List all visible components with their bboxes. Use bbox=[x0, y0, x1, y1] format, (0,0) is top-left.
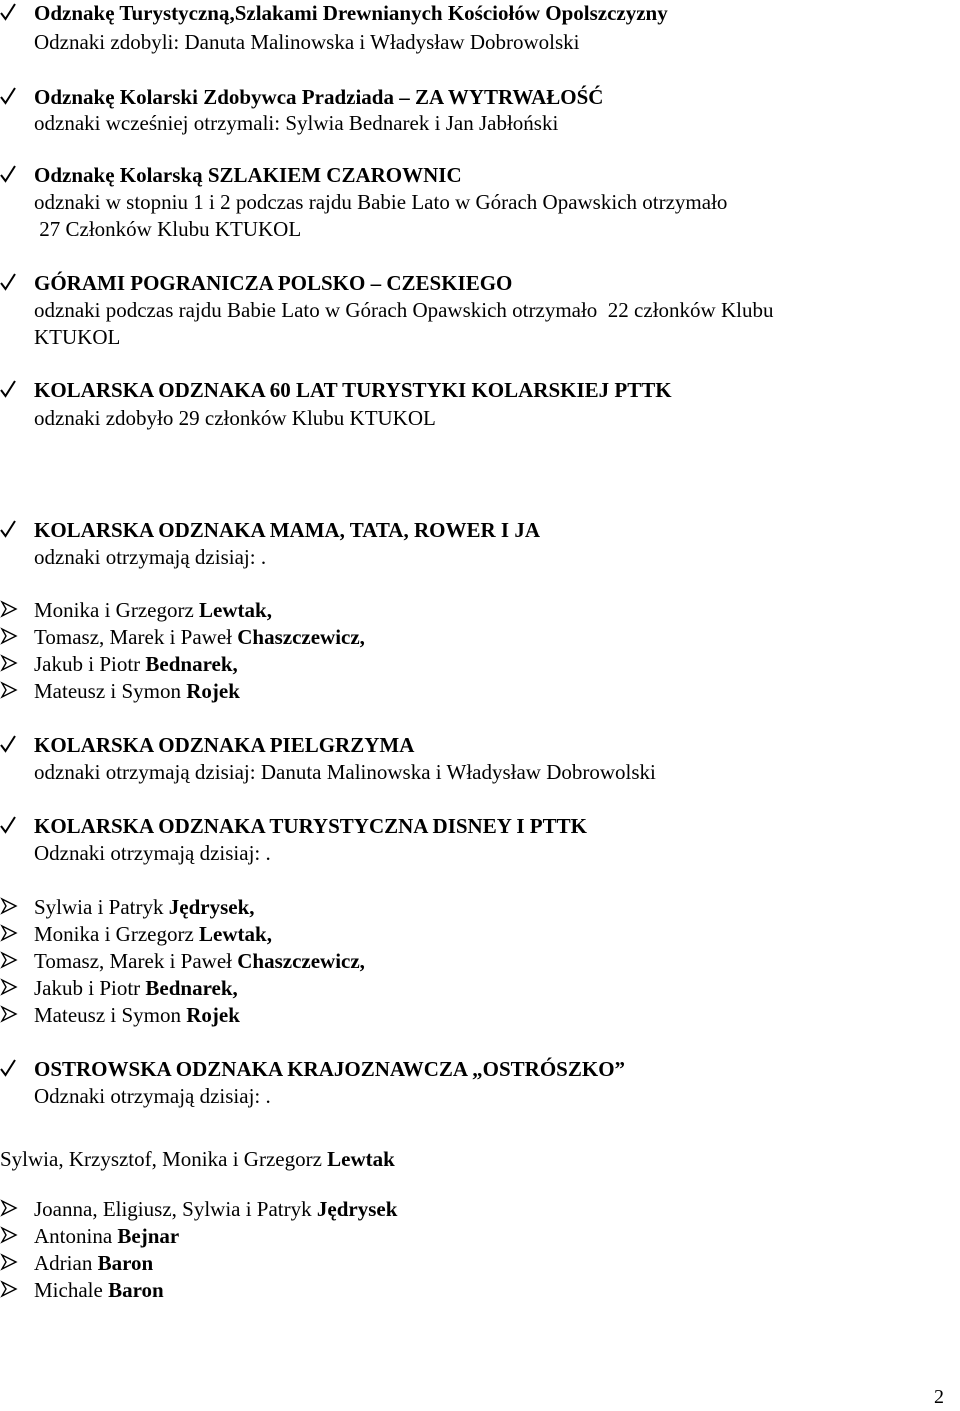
arrow-bullet-icon bbox=[0, 1253, 18, 1271]
list-item: Tomasz, Marek i Paweł Chaszczewicz, bbox=[34, 949, 365, 973]
arrow-bullet-icon bbox=[0, 1280, 18, 1298]
block-title: KOLARSKA ODZNAKA TURYSTYCZNA DISNEY I PTTK bbox=[34, 814, 587, 838]
checkmark-icon bbox=[0, 87, 16, 105]
list-item: Jakub i Piotr Bednarek, bbox=[34, 976, 238, 1000]
block-title: KOLARSKA ODZNAKA MAMA, TATA, ROWER I JA bbox=[34, 518, 540, 542]
list-item: Sylwia i Patryk Jędrysek, bbox=[34, 895, 255, 919]
block-title: Odznakę Kolarski Zdobywca Pradziada – ZA WYTRWAŁOŚĆ bbox=[34, 85, 604, 109]
list-item: Mateusz i Symon Rojek bbox=[34, 679, 240, 703]
list-item: Joanna, Eligiusz, Sylwia i Patryk Jędrysek bbox=[34, 1197, 398, 1221]
block-title: KOLARSKA ODZNAKA PIELGRZYMA bbox=[34, 733, 415, 757]
block-text: Odznaki otrzymają dzisiaj: . bbox=[34, 841, 271, 865]
checkmark-icon bbox=[0, 3, 16, 21]
block-text: 27 Członków Klubu KTUKOL bbox=[34, 217, 302, 241]
arrow-bullet-icon bbox=[0, 1226, 18, 1244]
block-title: GÓRAMI POGRANICZA POLSKO – CZESKIEGO bbox=[34, 271, 513, 295]
arrow-bullet-icon bbox=[0, 654, 18, 672]
checkmark-icon bbox=[0, 816, 16, 834]
block-title: OSTROWSKA ODZNAKA KRAJOZNAWCZA „OSTRÓSZKO” bbox=[34, 1057, 626, 1081]
arrow-bullet-icon bbox=[0, 627, 18, 645]
arrow-bullet-icon bbox=[0, 1199, 18, 1217]
checkmark-icon bbox=[0, 1059, 16, 1077]
arrow-bullet-icon bbox=[0, 978, 18, 996]
block-text: odznaki wcześniej otrzymali: Sylwia Bednarek i Jan Jabłoński bbox=[34, 111, 559, 135]
checkmark-icon bbox=[0, 520, 16, 538]
list-item: Tomasz, Marek i Paweł Chaszczewicz, bbox=[34, 625, 365, 649]
list-item: Adrian Baron bbox=[34, 1251, 154, 1275]
block-text: Odznaki zdobyli: Danuta Malinowska i Władysław Dobrowolski bbox=[34, 30, 580, 54]
list-item: Jakub i Piotr Bednarek, bbox=[34, 652, 238, 676]
block-text: odznaki w stopniu 1 i 2 podczas rajdu Babie Lato w Górach Opawskich otrzymało bbox=[34, 190, 728, 214]
list-item: Antonina Bejnar bbox=[34, 1224, 180, 1248]
checkmark-icon bbox=[0, 165, 16, 183]
block-text: odznaki otrzymają dzisiaj: . bbox=[34, 545, 267, 569]
arrow-bullet-icon bbox=[0, 1005, 18, 1023]
list-item: Monika i Grzegorz Lewtak, bbox=[34, 922, 272, 946]
list-item: Mateusz i Symon Rojek bbox=[34, 1003, 240, 1027]
arrow-bullet-icon bbox=[0, 924, 18, 942]
page-number: 2 bbox=[934, 1386, 944, 1408]
arrow-bullet-icon bbox=[0, 600, 18, 618]
block-text: odznaki zdobyło 29 członków Klubu KTUKOL bbox=[34, 406, 436, 430]
checkmark-icon bbox=[0, 380, 16, 398]
checkmark-icon bbox=[0, 273, 16, 291]
list-item: Monika i Grzegorz Lewtak, bbox=[34, 598, 272, 622]
block-text: odznaki otrzymają dzisiaj: Danuta Malinowska i Władysław Dobrowolski bbox=[34, 760, 656, 784]
block-title: Odznakę Turystyczną,Szlakami Drewnianych Kościołów Opolszczyzny bbox=[34, 1, 668, 25]
block-title: Odznakę Kolarską SZLAKIEM CZAROWNIC bbox=[34, 163, 462, 187]
block-text: Odznaki otrzymają dzisiaj: . bbox=[34, 1084, 271, 1108]
arrow-bullet-icon bbox=[0, 951, 18, 969]
standalone-names: Sylwia, Krzysztof, Monika i Grzegorz Lewtak bbox=[0, 1147, 395, 1171]
arrow-bullet-icon bbox=[0, 681, 18, 699]
list-item: Michale Baron bbox=[34, 1278, 164, 1302]
block-text: odznaki podczas rajdu Babie Lato w Górach Opawskich otrzymało 22 członków Klubu bbox=[34, 298, 774, 322]
arrow-bullet-icon bbox=[0, 897, 18, 915]
block-text: KTUKOL bbox=[34, 325, 121, 349]
block-title: KOLARSKA ODZNAKA 60 LAT TURYSTYKI KOLARSKIEJ PTTK bbox=[34, 378, 672, 402]
checkmark-icon bbox=[0, 735, 16, 753]
